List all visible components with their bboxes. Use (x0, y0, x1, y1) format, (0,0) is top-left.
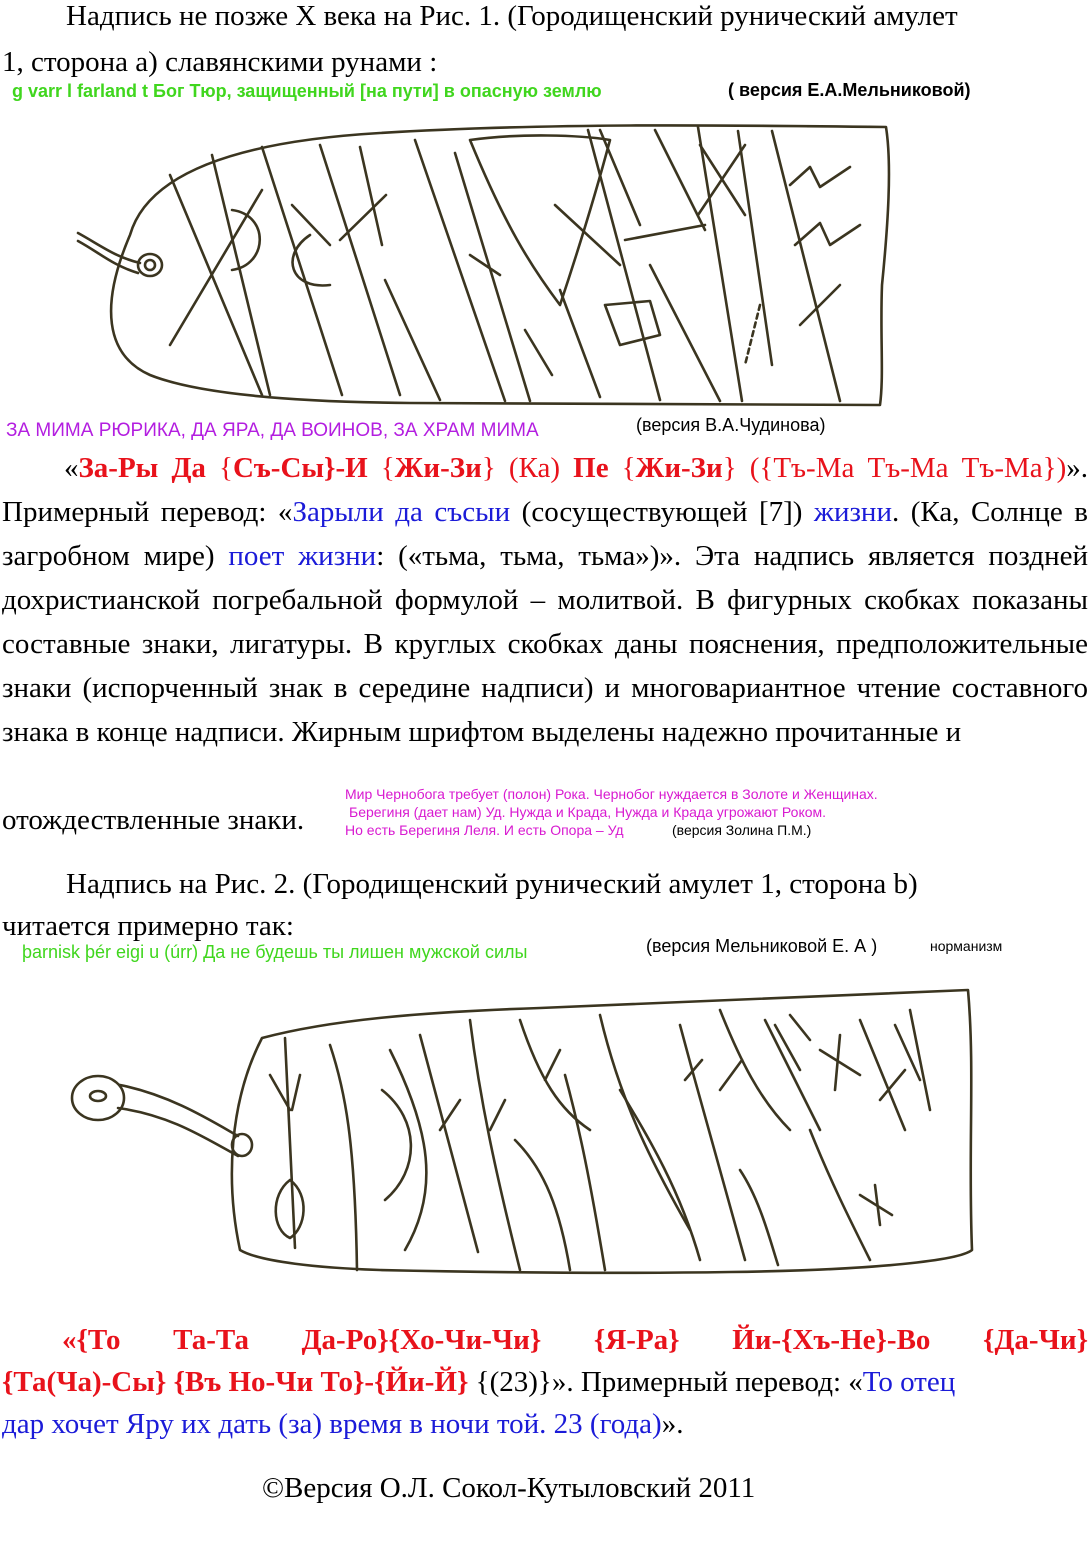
amulet-figure-side-b (0, 980, 1090, 1300)
reading-paragraph-1: «За-Ры Да {Съ-Сы}-И {Жи-Зи} (Ка) Пе {Жи-Зи} ({Тъ-Ма Тъ-Ма Тъ-Ма})». Примерный перевод: «Зарыли да съсыи (сосуществующей [7]) жизни. (Ка, Солнце в загробном мире) поет жизни: («тьма, тьма, тьма»)». Эта надпись является поздней дохристианской погребальной формулой – молитвой. В фигурных скобках показаны составные знаки, лигатуры. В круглых скобках даны пояснения, предположительные знаки (испорченный знак в середине надписи) и многовариантное чтение составного знака в конце надписи. Жирным шрифтом выделены надежно прочитанные и (2, 452, 1088, 748)
melnikova-attribution-2: (версия Мельниковой Е. А ) (646, 936, 878, 956)
zolin-line-3: Но есть Берегиня Леля. И есть Опора – Уд (345, 822, 624, 838)
copyright-footer: ©Версия О.Л. Сокол-Кутыловский 2011 (262, 1472, 756, 1504)
intro-line-1: Надпись не позже X века на Рис. 1. (Городищенский рунический амулет (66, 0, 958, 32)
zolin-line-1: Мир Чернобога требует (полон) Рока. Чернобог нуждается в Золоте и Женщинах. (345, 786, 878, 802)
intro2-line-1: Надпись на Рис. 2. (Городищенский рунический амулет 1, сторона b) (66, 868, 918, 900)
amulet-figure-side-a (0, 105, 1090, 425)
melnikova-reading-2: þarnisk þér eigi u (úrr) Да не будешь ты лишен мужской силы (22, 942, 528, 962)
paragraph-last-line: отождествленные знаки. (2, 804, 305, 836)
chudinov-reading: ЗА МИМА РЮРИКА, ДА ЯРА, ДА ВОИНОВ, ЗА ХРАМ МИМА (6, 420, 539, 441)
reading-paragraph-2-line-3: дар хочет Яру их дать (за) время в ночи той. 23 (года)». (2, 1408, 684, 1440)
melnikova-reading-1: g varr l farland t Бог Тюр, защищенный [на пути] в опасную землю (12, 81, 602, 101)
reading-paragraph-2-line-1: «{То Та-Та Да-Ро}{Хо-Чи-Чи} {Я-Ра} Йи-{Хъ-Не}-Во {Да-Чи} (62, 1324, 1088, 1356)
reading-paragraph-2-line-2: {Та(Ча)-Сы} {Въ Но-Чи То}-{Йи-Й} {(23)}». Примерный перевод: «То отец (2, 1366, 956, 1398)
melnikova-attribution-1: ( версия Е.А.Мельниковой) (728, 80, 971, 100)
intro-line-2: 1, сторона а) славянскими рунами : (2, 46, 438, 78)
normanism-label: норманизм (930, 938, 1003, 954)
chudinov-attribution: (версия В.А.Чудинова) (636, 415, 826, 435)
zolin-line-2: Берегиня (дает нам) Уд. Нужда и Крада, Нужда и Крада угрожают Роком. (349, 804, 827, 820)
zolin-attribution: (версия Золина П.М.) (672, 822, 812, 838)
intro2-line-2: читается примерно так: (2, 910, 294, 942)
